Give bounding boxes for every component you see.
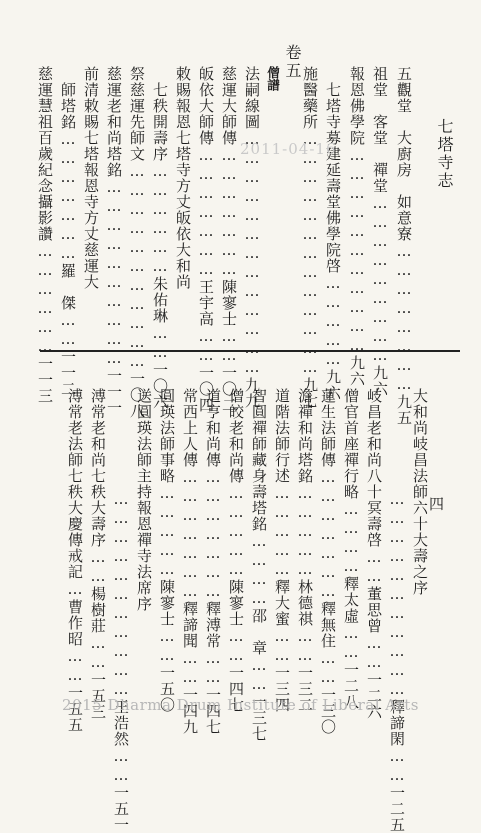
toc-entry: 圓瑛法師事略……………陳寥士……一五〇: [158, 388, 176, 713]
toc-entry: 蓮生法師傳…………………釋無住……一三〇: [319, 388, 337, 735]
toc-entry: 道階法師行述……………釋大蜜……一三四: [273, 388, 291, 713]
volume-heading: 卷五: [283, 44, 302, 80]
book-title: 七塔寺志: [435, 118, 454, 190]
toc-entry: 岐昌老和尚八十冥壽啓……董思曾……一二六: [365, 388, 383, 720]
toc-entry: 報恩佛學院……………………………九六: [348, 66, 366, 387]
toc-entry: 七秩開壽序………………朱佑琳……一〇六: [151, 82, 169, 410]
toc-entry: 前清敕賜七塔報恩寺方丈慈運大: [82, 66, 100, 290]
toc-entry: 祖堂 客堂 禪堂………………………九六: [371, 66, 389, 397]
toc-entry: 師塔銘…………………羅 傑……一一二: [59, 82, 77, 397]
date-stamp: 2011-04-16: [240, 140, 337, 158]
section-heading: 僧譜: [265, 66, 281, 91]
toc-entry: 敕賜報恩七塔寺方丈皈依大和尚: [174, 66, 192, 290]
toc-entry: 五觀堂 大廚房 如意寮……………………九五: [395, 66, 413, 426]
toc-entry: ……………………………釋諦閑……一二五: [388, 490, 406, 833]
footer-watermark: 2015 Dharma Drum Institute of Liberal Arts: [62, 696, 419, 714]
toc-entry: 皈依大師傳…………………王宇高……一〇四: [197, 66, 215, 413]
toc-entry: 澹禪和尚塔銘……………林德祺……一三二: [296, 388, 314, 713]
section-divider: [40, 350, 460, 352]
toc-entry: 慈運慧祖百歲紀念攝影讚………………一一三: [36, 66, 54, 404]
toc-entry: 祭慈運先師文……………………………一〇八: [128, 66, 146, 419]
toc-entry: 溥常老和尚七秩大壽序……楊樹莊……一五三: [89, 388, 107, 720]
toc-entry: 道亨和尚傳…………………釋溥常……一四七: [204, 388, 222, 735]
toc-entry: 送圓瑛法師主持報恩禪寺法席序: [135, 388, 153, 612]
toc-entry: 七塔寺募建延壽堂佛學院啓……………九六: [324, 82, 342, 401]
toc-entry: 施醫藥所…………………………………九七: [301, 66, 319, 409]
toc-entry: 溥常老法師七秩大慶傳戒記…曹作昭……一五五: [66, 388, 84, 733]
toc-entry: 慈運大師傳…………………陳寥士……一〇二: [220, 66, 238, 413]
toc-entry: 法嗣線圖…………………………………九九: [243, 66, 261, 409]
toc-entry: 智圓禪師藏身壽塔銘…………邵 章……一三七: [250, 388, 268, 742]
toc-entry: 僧官首座禪行略…………釋太虛……一二八: [342, 388, 360, 710]
toc-entry: 常西上人傳…………………釋諦聞……一四九: [181, 388, 199, 735]
toc-entry: 僧皎老和尚傳……………陳寥士……一四七: [227, 388, 245, 713]
toc-entry: ……………………………王浩然……一五一: [112, 490, 130, 833]
page-number: 四: [427, 496, 445, 512]
toc-entry: 大和尚岐昌法師六十大壽之序: [411, 388, 429, 596]
toc-entry: 慈運老和尚塔銘…………………………一一一: [105, 66, 123, 416]
